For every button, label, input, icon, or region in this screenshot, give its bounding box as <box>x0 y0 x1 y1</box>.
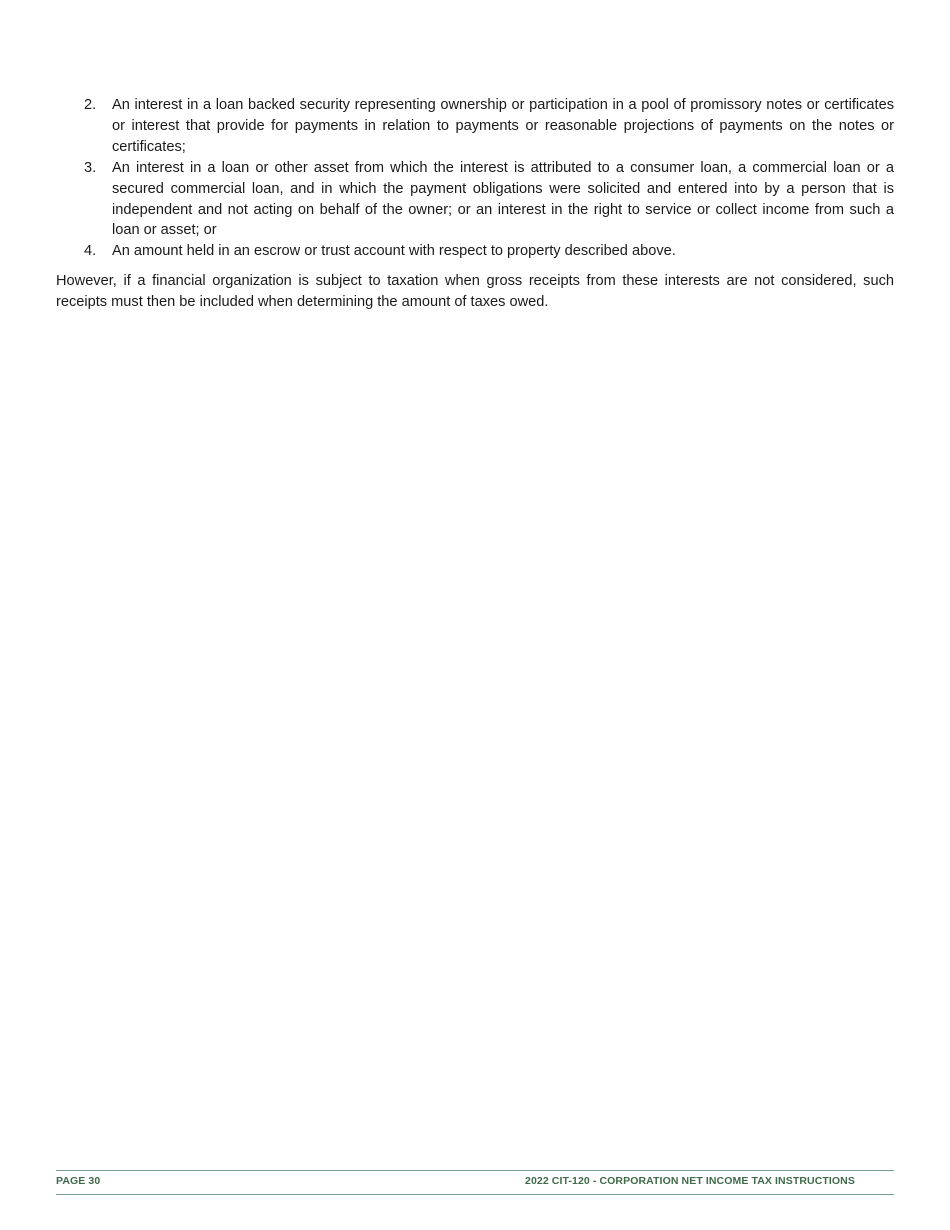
closing-paragraph: However, if a financial organization is subject to taxation when gross receipts from these interests are not considered, such receipts must then be included when determining the amount of taxes owed. <box>56 273 894 311</box>
page-number: PAGE 30 <box>56 1175 101 1187</box>
list-item <box>56 241 894 262</box>
list-item-text: An interest in a loan backed security representing ownership or participation in a pool of promissory notes or certificates or interest that provide for payments in relation to payments or reasonable projections of payments on the notes or certificates; <box>112 97 894 155</box>
document-title: 2022 CIT-120 - CORPORATION NET INCOME TAX INSTRUCTIONS <box>525 1175 855 1187</box>
footer-top-rule <box>56 1170 894 1171</box>
list-item-text: An amount held in an escrow or trust account with respect to property described above. <box>112 243 676 260</box>
page-body <box>56 95 894 313</box>
list-item <box>56 95 894 158</box>
numbered-list <box>56 95 894 262</box>
page-footer <box>56 1175 894 1191</box>
list-item-text: An interest in a loan or other asset from which the interest is attributed to a consumer loan, a commercial loan or a secured commercial loan, and in which the payment obligations were solicited and entered into by a person that is independent and not acting on behalf of the owner; or an interest in the right to service or collect income from such a loan or asset; or <box>112 159 894 239</box>
list-item-number: 4. <box>84 243 97 260</box>
list-item <box>56 158 894 242</box>
list-item-number: 3. <box>84 159 97 176</box>
list-item-number: 2. <box>84 97 97 113</box>
footer-bottom-rule <box>56 1194 894 1195</box>
